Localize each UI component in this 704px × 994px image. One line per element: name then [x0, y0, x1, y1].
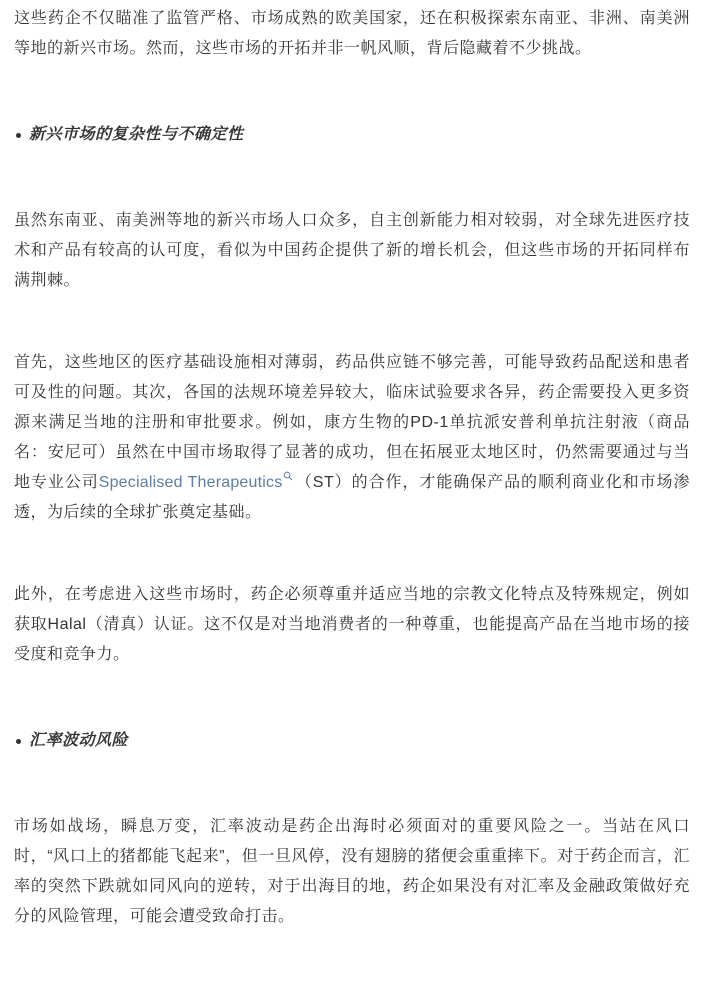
paragraph-religious-culture: 此外，在考虑进入这些市场时，药企必须尊重并适应当地的宗教文化特点及特殊规定，例如获取Halal（清真）认证。这不仅是对当地消费者的一种尊重，也能提高产品在当地市场的接受度和竞争力。: [14, 586, 690, 663]
bullet-dot: [16, 133, 21, 138]
paragraph-text-after-link: （ST）的合作，才能确保产品的顺利商业化和市场渗透，为后续的全球扩张奠定基础。: [14, 474, 690, 521]
paragraph-infrastructure-regulation: [14, 348, 690, 528]
article-body: [14, 4, 690, 932]
bullet-heading-emerging-markets: [14, 120, 690, 150]
bullet-heading-exchange-rate: [14, 726, 690, 756]
link-label: Specialised Therapeutics: [98, 474, 283, 491]
paragraph-emerging-markets-overview: 虽然东南亚、南美洲等地的新兴市场人口众多，自主创新能力相对较弱，对全球先进医疗技术和产品有较高的认可度，看似为中国药企提供了新的增长机会，但这些市场的开拓同样布满荆棘。: [14, 212, 690, 289]
bullet-dot: [16, 739, 21, 744]
bullet-heading-label: 新兴市场的复杂性与不确定性: [29, 126, 244, 143]
search-icon: [283, 471, 293, 481]
paragraph-text-before-link: 首先，这些地区的医疗基础设施相对薄弱，药品供应链不够完善，可能导致药品配送和患者可及性的问题。其次，各国的法规环境差异较大，临床试验要求各异，药企需要投入更多资源来满足当地的注册和审批要求。例如，康方生物的PD-1单抗派安普利单抗注射液（商品名：安尼可）虽然在中国市场取得了显著的成功，但在拓展亚太地区时，仍然需要通过与当地专业公司: [14, 354, 690, 491]
paragraph-intro: 这些药企不仅瞄准了监管严格、市场成熟的欧美国家，还在积极探索东南亚、非洲、南美洲等地的新兴市场。然而，这些市场的开拓并非一帆风顺，背后隐藏着不少挑战。: [14, 10, 690, 57]
paragraph-exchange-rate-risk: 市场如战场，瞬息万变，汇率波动是药企出海时必须面对的重要风险之一。当站在风口时，“风口上的猪都能飞起来”，但一旦风停，没有翅膀的猪便会重重摔下。对于药企而言，汇率的突然下跌就如同风向的逆转，对于出海目的地，药企如果没有对汇率及金融政策做好充分的风险管理，可能会遭受致命打击。: [14, 818, 690, 925]
specialised-therapeutics-link[interactable]: [99, 474, 296, 491]
bullet-heading-label: 汇率波动风险: [29, 732, 129, 749]
